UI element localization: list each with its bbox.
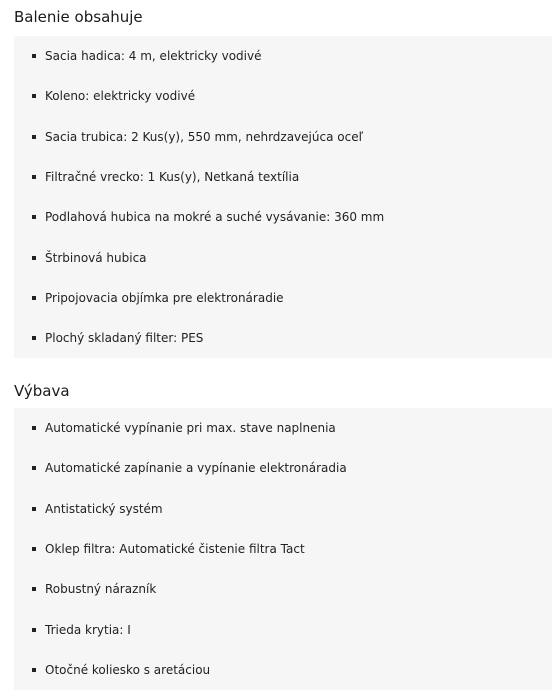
list-item (14, 448, 552, 488)
bullet-icon (32, 466, 36, 470)
list-item (14, 609, 552, 649)
list-item-label: Pripojovacia objímka pre elektronáradie (45, 290, 284, 305)
list-item (14, 569, 552, 609)
bullet-icon (32, 135, 36, 139)
bullet-icon (32, 175, 36, 179)
bullet-icon (32, 256, 36, 260)
list-item-label: Antistatický systém (45, 501, 163, 516)
bullet-icon (32, 54, 36, 58)
list-item-label: Sacia trubica: 2 Kus(y), 550 mm, nehrdzavejúca oceľ (45, 129, 364, 144)
list-item (14, 237, 552, 277)
bullet-icon (32, 426, 36, 430)
list-item (14, 278, 552, 318)
list-item (14, 408, 552, 448)
list-item (14, 76, 552, 116)
list-item-label: Trieda krytia: I (45, 622, 131, 637)
list-item-label: Sacia hadica: 4 m, elektricky vodivé (45, 49, 262, 64)
list-item-label: Automatické vypínanie pri max. stave naplnenia (45, 421, 336, 436)
bullet-icon (32, 547, 36, 551)
list-item-label: Plochý skladaný filter: PES (45, 331, 204, 346)
list-item (14, 117, 552, 157)
bullet-icon (32, 628, 36, 632)
list-item (14, 36, 552, 76)
bullet-icon (32, 587, 36, 591)
list-item-label: Filtračné vrecko: 1 Kus(y), Netkaná textília (45, 170, 300, 185)
section-title-balenie: Balenie obsahuje (14, 8, 143, 26)
list-item (14, 650, 552, 690)
bullet-icon (32, 215, 36, 219)
list-item-label: Otočné koliesko s aretáciou (45, 662, 211, 677)
bullet-icon (32, 668, 36, 672)
list-item-label: Štrbinová hubica (45, 250, 147, 265)
list-item (14, 489, 552, 529)
bullet-icon (32, 296, 36, 300)
package-contents-list (14, 36, 552, 358)
equipment-list (14, 408, 552, 690)
list-item-label: Podlahová hubica na mokré a suché vysávanie: 360 mm (45, 210, 385, 225)
section-title-vybava: Výbava (14, 382, 70, 400)
list-item (14, 529, 552, 569)
list-item (14, 157, 552, 197)
list-item-label: Robustný nárazník (45, 582, 157, 597)
list-item-label: Automatické zapínanie a vypínanie elektronáradia (45, 461, 347, 476)
bullet-icon (32, 336, 36, 340)
list-item (14, 318, 552, 358)
bullet-icon (32, 94, 36, 98)
bullet-icon (32, 507, 36, 511)
list-item (14, 197, 552, 237)
list-item-label: Oklep filtra: Automatické čistenie filtra Tact (45, 542, 305, 557)
list-item-label: Koleno: elektricky vodivé (45, 89, 196, 104)
